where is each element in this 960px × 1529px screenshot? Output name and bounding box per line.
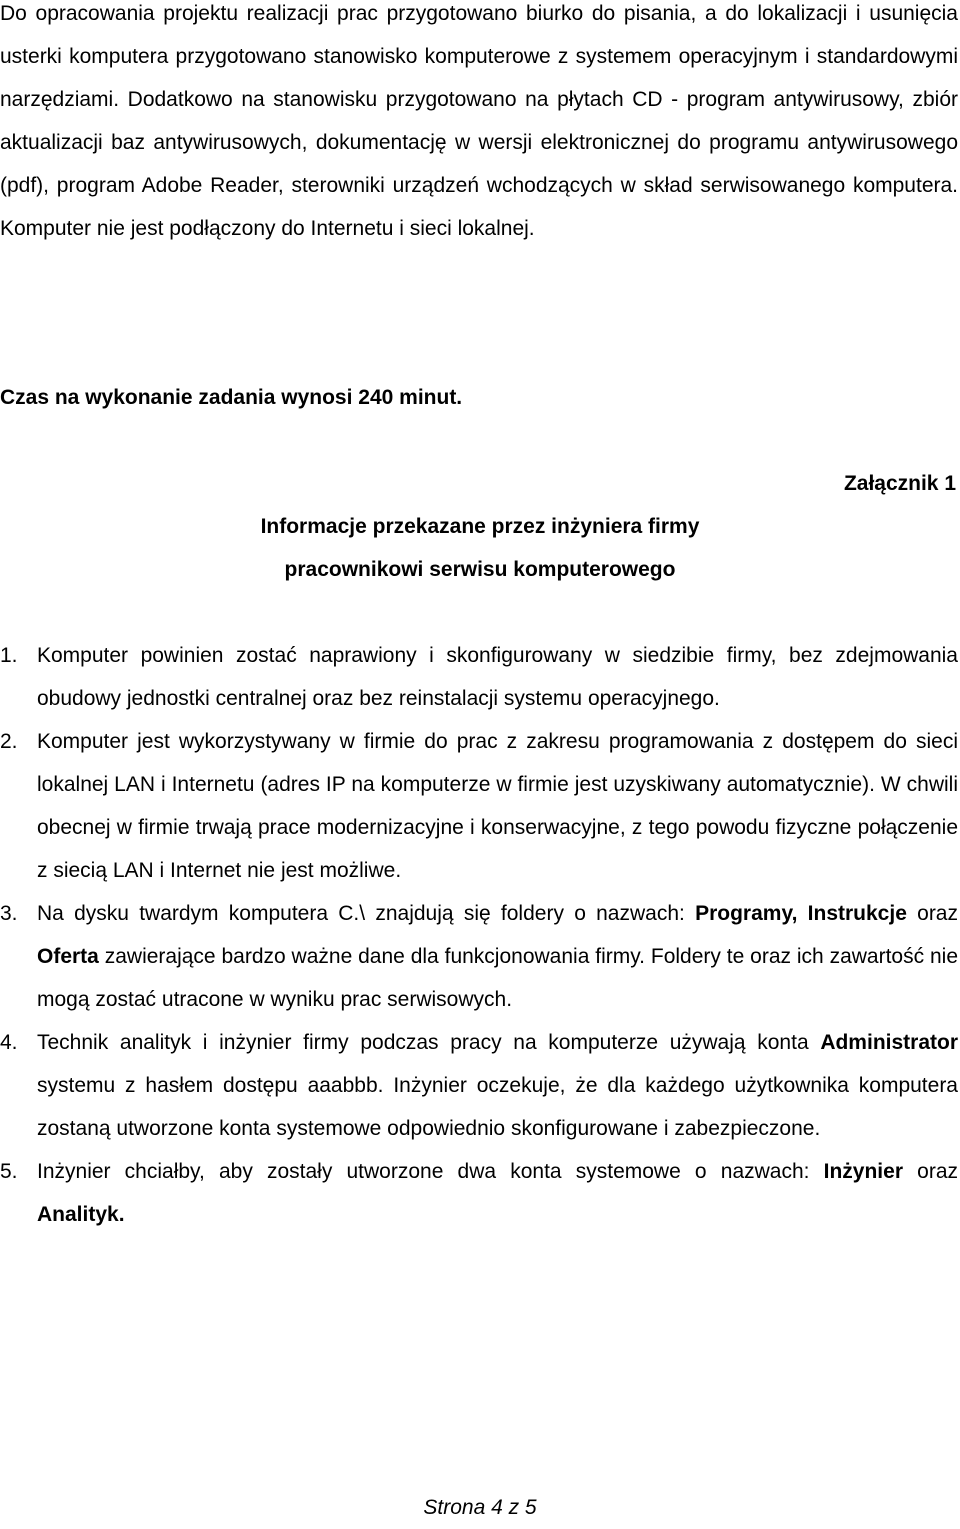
list-item: [0, 1021, 958, 1150]
section-title: [0, 505, 960, 591]
list-item-text-part: Na dysku twardym komputera C.\ znajdują się foldery o nazwach:: [37, 902, 696, 925]
list-item-number: 3.: [0, 902, 18, 925]
time-note: Czas na wykonanie zadania wynosi 240 minut.: [0, 386, 463, 409]
instructions-list: [0, 634, 958, 1236]
page-number-footer: Strona 4 z 5: [423, 1496, 537, 1519]
list-item-text: Komputer powinien zostać naprawiony i skonfigurowany w siedzibie firmy, bez zdejmowania obudowy jednostki centralnej oraz bez reinstalacji systemu operacyjnego.: [37, 644, 958, 710]
list-item-number: 2.: [0, 730, 18, 753]
folder-name-oferta: Oferta: [37, 945, 99, 968]
list-item-text-part: [797, 902, 807, 925]
list-item-text-part: Technik analityk i inżynier firmy podczas pracy na komputerze używają konta: [37, 1031, 821, 1054]
list-item: [0, 720, 958, 892]
section-title-line-2: pracownikowi serwisu komputerowego: [284, 558, 676, 581]
list-item-number: 4.: [0, 1031, 18, 1054]
intro-paragraph: Do opracowania projektu realizacji prac przygotowano biurko do pisania, a do lokalizacji i usunięcia usterki komputera przygotowano stanowisko komputerowe z systemem operacyjnym i standardowymi narzędziami. Dodatkowo na stanowisku przygotowano na płytach CD - program antywirusowy, zbiór aktualizacji baz antywirusowych, dokumentację w wersji elektronicznej do programu antywirusowego (pdf), program Adobe Reader, sterowniki urządzeń wchodzących w skład serwisowanego komputera. Komputer nie jest podłączony do Internetu i sieci lokalnej.: [0, 2, 958, 240]
account-name-administrator: Administrator: [820, 1031, 958, 1054]
list-item-text-part: zawierające bardzo ważne dane dla funkcjonowania firmy. Foldery te oraz ich zawartość nie mogą zostać utracone w wyniku prac serwisowych.: [37, 945, 958, 1011]
section-title-line-1: Informacje przekazane przez inżyniera firmy: [260, 515, 700, 538]
list-item-number: 1.: [0, 644, 18, 667]
folder-name-instrukcje: Instrukcje: [807, 902, 907, 925]
account-name-analityk: Analityk.: [37, 1203, 125, 1226]
list-item-number: 5.: [0, 1160, 18, 1183]
list-item-text-part: systemu z hasłem dostępu aaabbb. Inżynier oczekuje, że dla każdego użytkownika komputera zostaną utworzone konta systemowe odpowiednio skonfigurowane i zabezpieczone.: [37, 1074, 958, 1140]
list-item-text-part: oraz: [903, 1160, 959, 1183]
folder-name-programy: Programy,: [695, 902, 798, 925]
list-item-text-part: oraz: [906, 902, 958, 925]
attachment-label: Załącznik 1: [843, 472, 956, 495]
list-item: [0, 1150, 958, 1236]
account-name-inzynier: Inżynier: [823, 1160, 903, 1183]
list-item: [0, 634, 958, 720]
list-item-text-part: Inżynier chciałby, aby zostały utworzone dwa konta systemowe o nazwach:: [37, 1160, 824, 1183]
list-item-text: Komputer jest wykorzystywany w firmie do prac z zakresu programowania z dostępem do sieci lokalnej LAN i Internetu (adres IP na komputerze w firmie jest uzyskiwany automatycznie). W chwili obecnej w firmie trwają prace modernizacyjne i konserwacyjne, z tego powodu fizyczne połączenie z siecią LAN i Internet nie jest możliwe.: [37, 730, 958, 882]
list-item: [0, 892, 958, 1021]
